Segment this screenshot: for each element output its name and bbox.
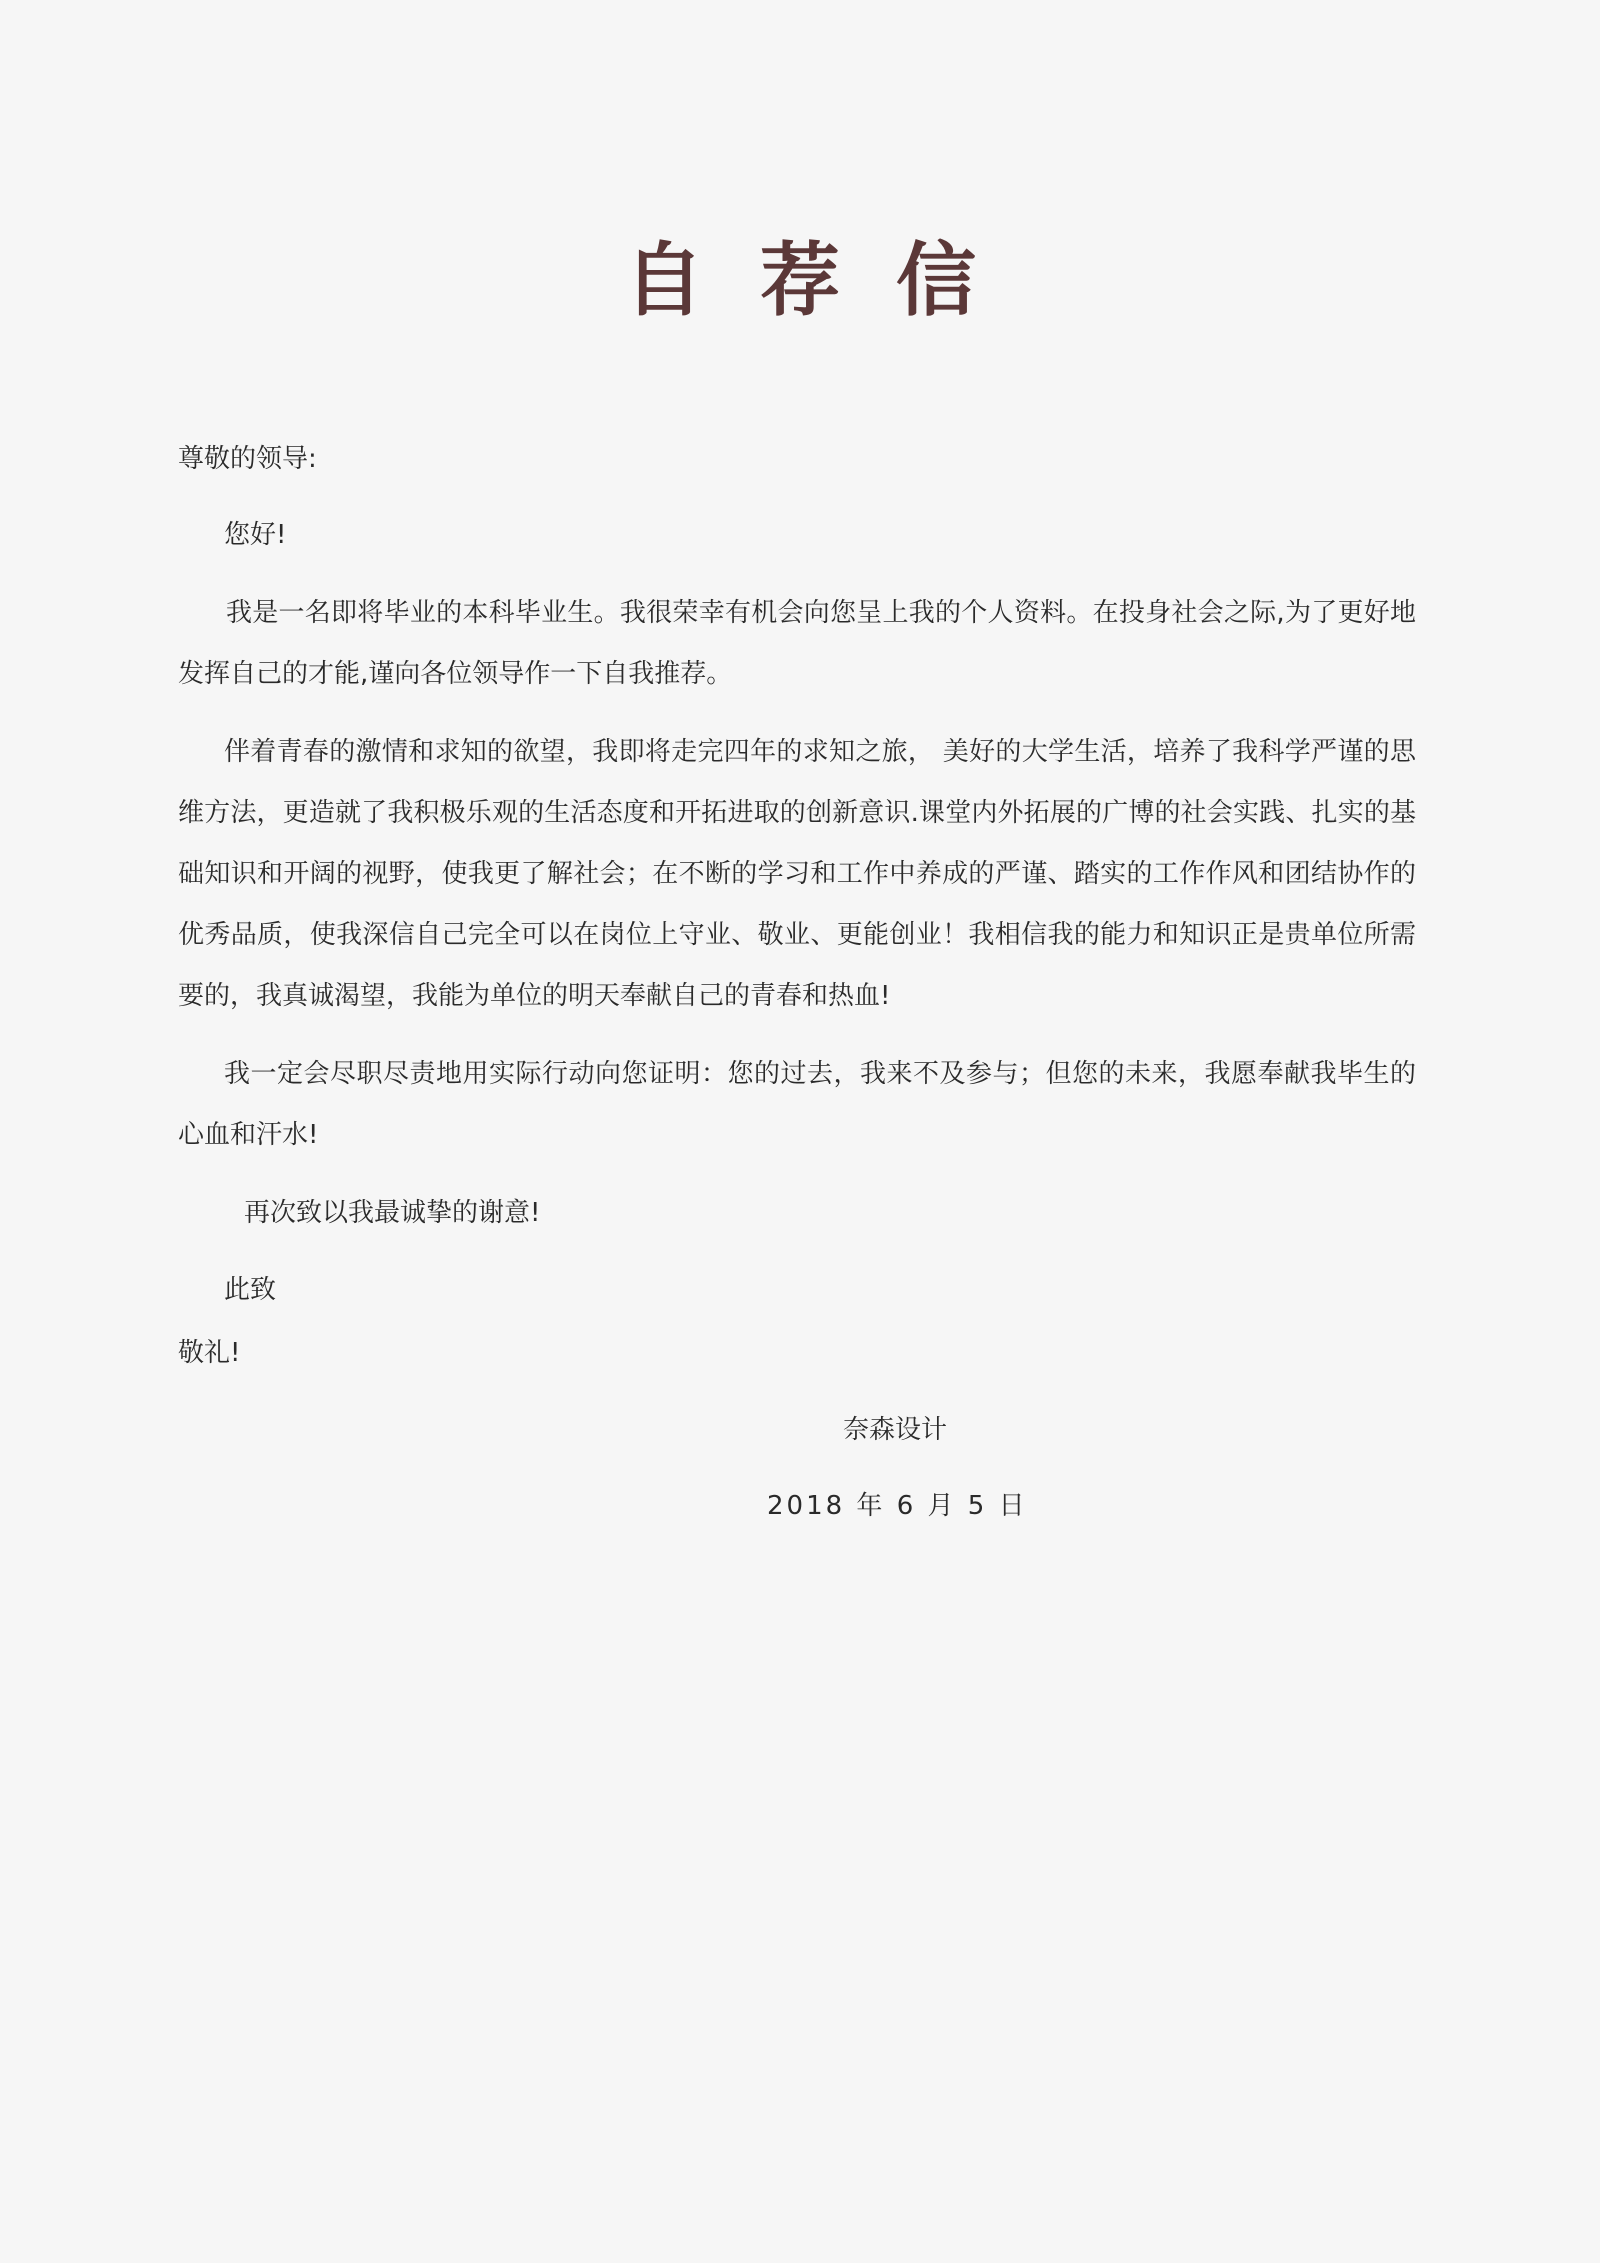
signature: 奈森设计: [843, 1415, 948, 1445]
letter-title-text: 自荐信: [624, 233, 1032, 327]
closing-line-1: 此致: [224, 1275, 277, 1305]
paragraph-commitment: 我一定会尽职尽责地用实际行动向您证明：您的过去，我来不及参与；但您的未来，我愿奉献我毕生的心血和汗水!: [178, 1059, 1416, 1150]
paragraph-body: 伴着青春的激情和求知的欲望，我即将走完四年的求知之旅， 美好的大学生活，培养了我科学严谨的思维方法，更造就了我积极乐观的生活态度和开拓进取的创新意识.课堂内外拓展的广博的社会实践、扎实的基础知识和开阔的视野，使我更了解社会；在不断的学习和工作中养成的严谨、踏实的工作作风和团结协作的优秀品质，使我深信自己完全可以在岗位上守业、敬业、更能创业！我相信我的能力和知识正是贵单位所需要的，我真诚渴望，我能为单位的明天奉献自己的青春和热血!: [178, 737, 1416, 1011]
paragraph-intro: 我是一名即将毕业的本科毕业生。我很荣幸有机会向您呈上我的个人资料。在投身社会之际,为了更好地发挥自己的才能,谨向各位领导作一下自我推荐。: [178, 598, 1416, 689]
thanks-line: 再次致以我最诚挚的谢意!: [244, 1198, 541, 1228]
greeting: 您好!: [224, 520, 287, 550]
salutation: 尊敬的领导:: [178, 444, 317, 474]
closing-line-2: 敬礼!: [178, 1338, 241, 1368]
letter-title: [0, 233, 1600, 327]
letter-date: 2018 年 6 月 5 日: [767, 1491, 1028, 1521]
